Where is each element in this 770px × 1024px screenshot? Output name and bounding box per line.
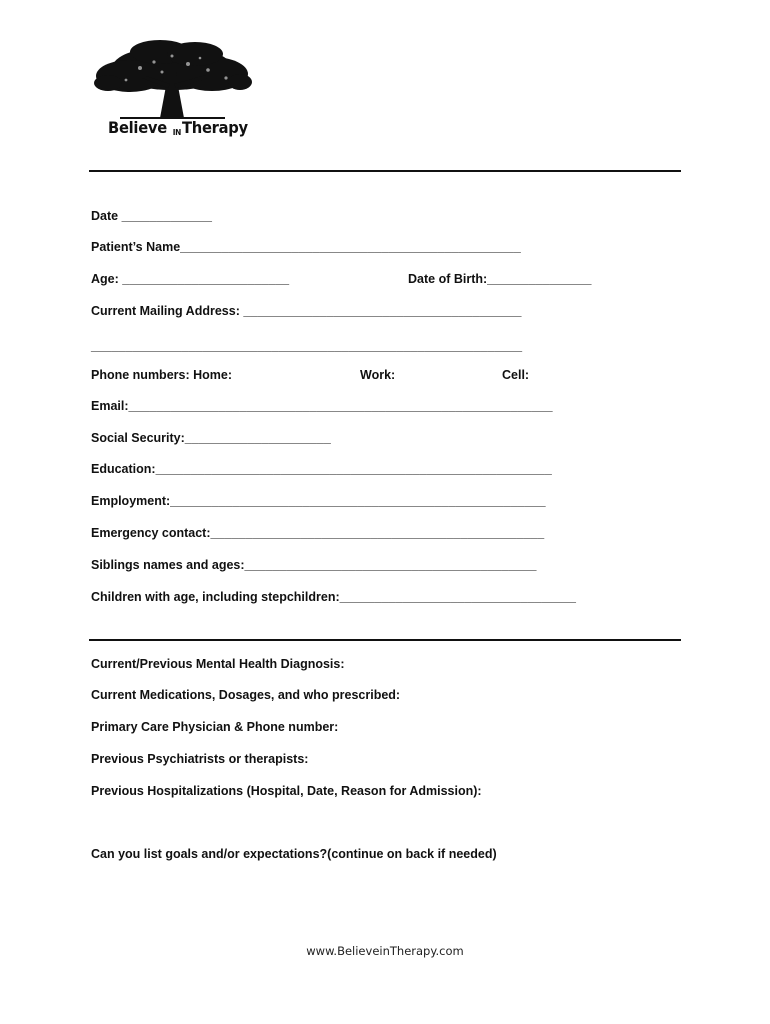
hospitalizations-label: Previous Hospitalizations (Hospital, Date, Reason for Admission): [91,784,482,798]
siblings-field[interactable]: Siblings names and ages:__________________________________________ [91,558,537,572]
employment-field[interactable]: Employment:______________________________________________________ [91,494,546,508]
diagnosis-label: Current/Previous Mental Health Diagnosis: [91,657,345,671]
goals-label: Can you list goals and/or expectations?(continue on back if needed) [91,847,497,861]
medications-label: Current Medications, Dosages, and who prescribed: [91,688,401,702]
logo-wordmark-in: IN [172,128,182,137]
children-field[interactable]: Children with age, including stepchildren:__________________________________ [91,590,576,604]
top-divider [89,170,681,172]
middle-divider [89,639,681,641]
patient-name-field[interactable]: Patient’s Name_________________________________________________ [91,240,521,254]
phone-home-label: Phone numbers: Home: [91,368,232,382]
logo [90,38,255,148]
emergency-contact-field[interactable]: Emergency contact:________________________________________________ [91,526,545,540]
tree-icon [90,38,255,120]
social-security-field[interactable]: Social Security:_____________________ [91,431,331,445]
logo-wordmark: Believe INTherapy [108,118,248,137]
mailing-address-field[interactable]: Current Mailing Address: ________________________________________ [91,304,522,318]
age-field[interactable]: Age: ________________________ [91,272,290,286]
phone-cell-label: Cell: [502,368,530,382]
date-of-birth-field[interactable]: Date of Birth:_______________ [408,272,592,286]
phone-work-label: Work: [360,368,396,382]
psychiatrists-label: Previous Psychiatrists or therapists: [91,752,309,766]
primary-care-label: Primary Care Physician & Phone number: [91,720,339,734]
mailing-address-line2[interactable]: ______________________________________________________________ [91,339,523,353]
email-field[interactable]: Email:_____________________________________________________________ [91,399,553,413]
date-field[interactable]: Date _____________ [91,209,212,223]
footer-url[interactable]: www.BelieveinTherapy.com [306,944,464,958]
education-field[interactable]: Education:_________________________________________________________ [91,462,552,476]
